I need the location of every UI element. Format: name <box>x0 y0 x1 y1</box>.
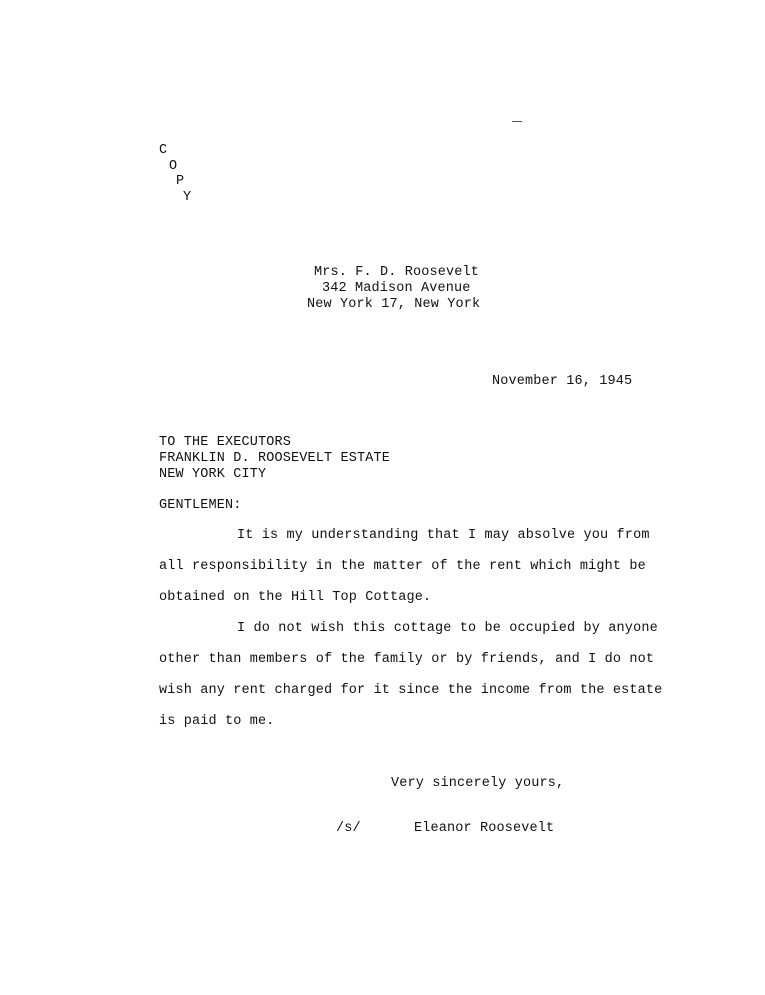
letterhead-name: Mrs. F. D. Roosevelt <box>314 265 480 280</box>
closing: Very sincerely yours, <box>391 776 565 791</box>
letterhead-city: New York 17, New York <box>307 297 481 312</box>
body-line: other than members of the family or by friends, and I do not <box>159 652 655 667</box>
signature-mark: /s/ <box>336 821 361 836</box>
body-line: It is my understanding that I may absolve you from <box>237 528 650 543</box>
copy-letter-p: P <box>176 174 185 189</box>
copy-letter-y: Y <box>183 190 192 205</box>
body-line: obtained on the Hill Top Cottage. <box>159 590 432 605</box>
body-line: I do not wish this cottage to be occupied by anyone <box>237 621 658 636</box>
body-line: is paid to me. <box>159 714 275 729</box>
letter-date: November 16, 1945 <box>492 374 633 389</box>
body-line: wish any rent charged for it since the income from the estate <box>159 683 663 698</box>
ink-speck <box>512 121 522 122</box>
body-line: all responsibility in the matter of the rent which might be <box>159 559 646 574</box>
signature-name: Eleanor Roosevelt <box>414 821 555 836</box>
recipient-line-2: FRANKLIN D. ROOSEVELT ESTATE <box>159 451 391 466</box>
recipient-line-1: TO THE EXECUTORS <box>159 435 292 450</box>
recipient-line-3: NEW YORK CITY <box>159 467 267 482</box>
copy-letter-o: O <box>169 159 178 174</box>
salutation: GENTLEMEN: <box>159 498 242 513</box>
copy-letter-c: C <box>159 143 168 158</box>
letterhead-street: 342 Madison Avenue <box>322 281 471 296</box>
